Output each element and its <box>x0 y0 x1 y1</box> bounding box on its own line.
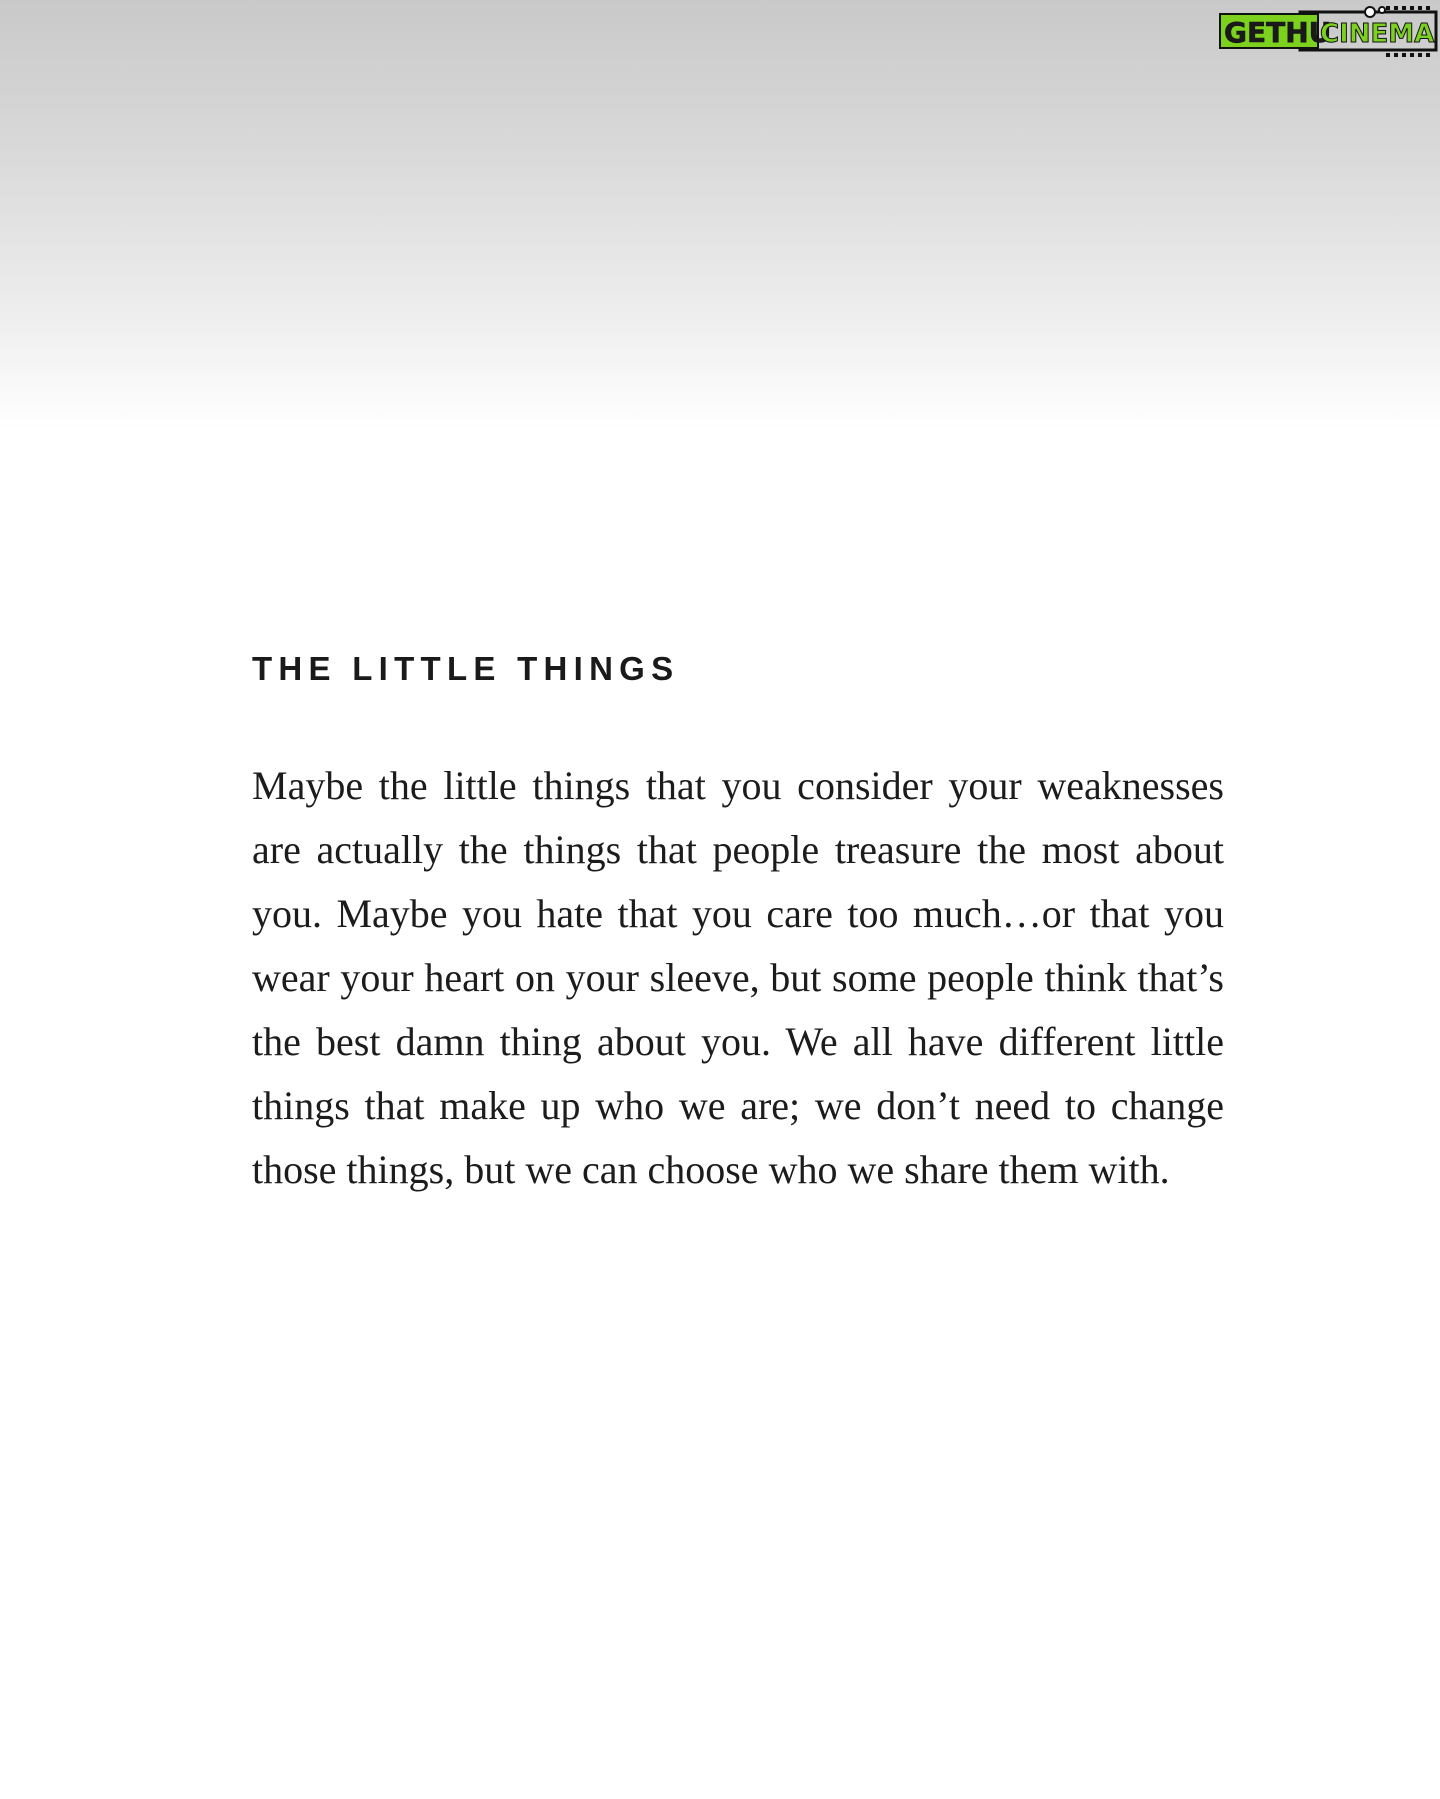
article-line: are actually the things that people treasure the most about <box>252 827 1224 872</box>
watermark-text-right: CINEMA <box>1320 19 1435 49</box>
top-gradient <box>0 0 1440 430</box>
article-line: you. Maybe you hate that you care too much…or that you <box>252 891 1224 936</box>
article-line: Maybe the little things that you consider your weaknesses <box>252 763 1224 808</box>
article-line: wear your heart on your sleeve, but some people think that’s <box>252 955 1224 1000</box>
gethu-cinema-watermark <box>1216 6 1440 58</box>
film-camera-icon <box>1216 6 1440 58</box>
article-line: the best damn thing about you. We all have different little <box>252 1019 1224 1064</box>
article <box>252 650 1224 1192</box>
article-line: those things, but we can choose who we share them with. <box>252 1147 1170 1192</box>
article-body <box>252 754 1224 1202</box>
article-line: things that make up who we are; we don’t need to change <box>252 1083 1224 1128</box>
watermark-text-left: GETHU <box>1224 16 1332 49</box>
article-title: THE LITTLE THINGS <box>252 650 680 687</box>
